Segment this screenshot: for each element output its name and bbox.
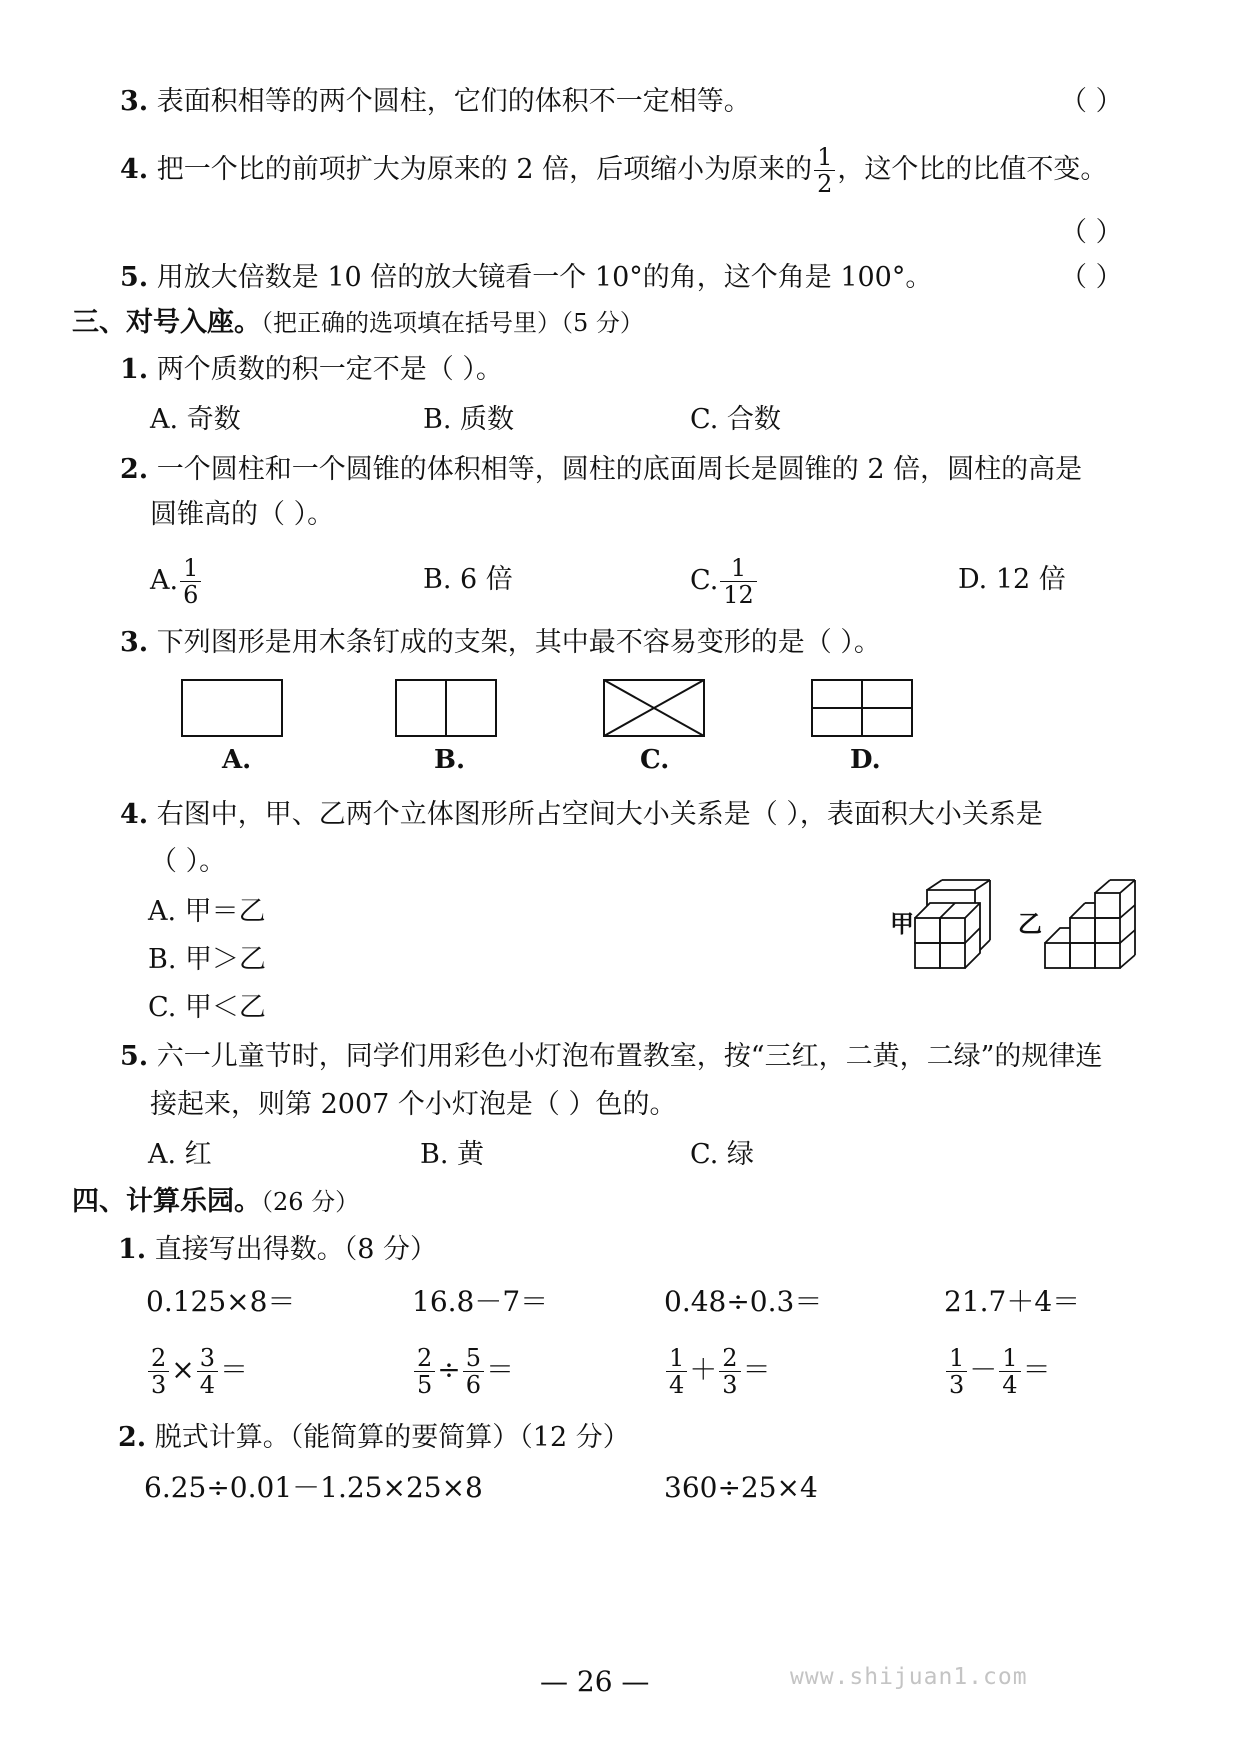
q3-1: 1. 两个质数的积一定不是（ ）。 [120,354,503,385]
q3-3: 3. 下列图形是用木条钉成的支架，其中最不容易变形的是（ ）。 [120,627,881,658]
cube-figures [910,880,1170,990]
answer-paren[interactable]: （ ） [1060,217,1123,248]
option-c[interactable]: C. 甲＜乙 [148,992,266,1023]
q4-2: 2. 脱式计算。（能简算的要简算）（12 分） [118,1422,630,1453]
q3-4: 4. 右图中，甲、乙两个立体图形所占空间大小关系是（ ），表面积大小关系是 [120,799,1043,830]
q-text: 表面积相等的两个圆柱，它们的体积不一定相等。 [156,86,751,117]
option-a[interactable]: A. $\frac{1}{6}$ [150,555,203,608]
label-yi: 乙 [1018,910,1042,938]
q3-5-line2: 接起来，则第 2007 个小灯泡是（ ）色的。 [150,1089,677,1120]
section-heading-3: 三、对号入座。（把正确的选项填在括号里）（5 分） [72,307,644,338]
frame-label-c: C. [640,745,670,775]
q4-1: 1. 直接写出得数。（8 分） [118,1234,438,1265]
q-number: 4. [120,154,149,185]
q-text: ，这个比的比值不变。 [837,154,1108,185]
page-number: — 26 — [540,1665,650,1698]
expr-item[interactable]: 360÷25×4 [664,1471,818,1504]
q3-4-line2: （ ）。 [150,846,227,877]
option-a[interactable]: A. 甲＝乙 [148,896,266,927]
calc-item[interactable]: 0.48÷0.3＝ [664,1285,823,1318]
q3-2-line2: 圆锥高的（ ）。 [150,499,335,530]
q-text: 用放大倍数是 10 倍的放大镜看一个 10°的角，这个角是 100°。 [156,262,933,293]
section-heading-4: 四、计算乐园。（26 分） [72,1186,360,1217]
option-a[interactable]: A. 红 [148,1139,212,1170]
option-d[interactable]: D. 12 倍 [958,564,1066,595]
frame-label-b: B. [434,745,466,775]
option-c[interactable]: C. $\frac{1}{12}$ [690,555,759,608]
calc-item[interactable]: 16.8－7＝ [412,1285,549,1318]
option-b[interactable]: B. 质数 [423,404,515,435]
q2-3 [120,82,751,122]
expr-item[interactable]: 6.25÷0.01－1.25×25×8 [144,1471,483,1504]
frame-label-d: D. [850,745,881,775]
q-number: 5. [120,262,149,293]
calc-item[interactable]: 21.7＋4＝ [944,1285,1081,1318]
answer-paren[interactable]: （ ） [1060,86,1123,117]
q3-5: 5. 六一儿童节时，同学们用彩色小灯泡布置教室，按“三红，二黄，二绿”的规律连 [120,1041,1103,1072]
option-a[interactable]: A. 奇数 [150,404,241,435]
option-b[interactable]: B. 6 倍 [423,564,513,595]
label-jia: 甲 [890,910,914,938]
answer-paren[interactable]: （ ） [1060,262,1123,293]
q-text: 把一个比的前项扩大为原来的 2 倍，后项缩小为原来的 [156,154,813,185]
frame-figures [0,678,1240,758]
option-c[interactable]: C. 绿 [690,1139,754,1170]
calc-item[interactable]: $\frac{2}{5}$ ÷ $\frac{5}{6}$ ＝ [412,1345,514,1398]
option-b[interactable]: B. 甲＞乙 [148,944,267,975]
fraction: $\frac{1}{2}$ [814,144,835,197]
q3-2: 2. 一个圆柱和一个圆锥的体积相等，圆柱的底面周长是圆锥的 2 倍，圆柱的高是 [120,454,1083,485]
q-number: 3. [120,86,149,117]
option-b[interactable]: B. 黄 [420,1139,485,1170]
calc-item[interactable]: $\frac{2}{3}$ × $\frac{3}{4}$ ＝ [146,1345,248,1398]
watermark: www.shijuan1.com [790,1664,1028,1690]
q2-4 [120,144,1107,197]
calc-item[interactable]: 0.125×8＝ [146,1285,296,1318]
q2-5 [120,258,932,298]
calc-item[interactable]: $\frac{1}{4}$ ＋ $\frac{2}{3}$ ＝ [664,1345,771,1398]
frame-a [182,680,282,736]
frame-label-a: A. [222,745,252,775]
option-c[interactable]: C. 合数 [690,404,781,435]
calc-item[interactable]: $\frac{1}{3}$ － $\frac{1}{4}$ ＝ [944,1345,1051,1398]
